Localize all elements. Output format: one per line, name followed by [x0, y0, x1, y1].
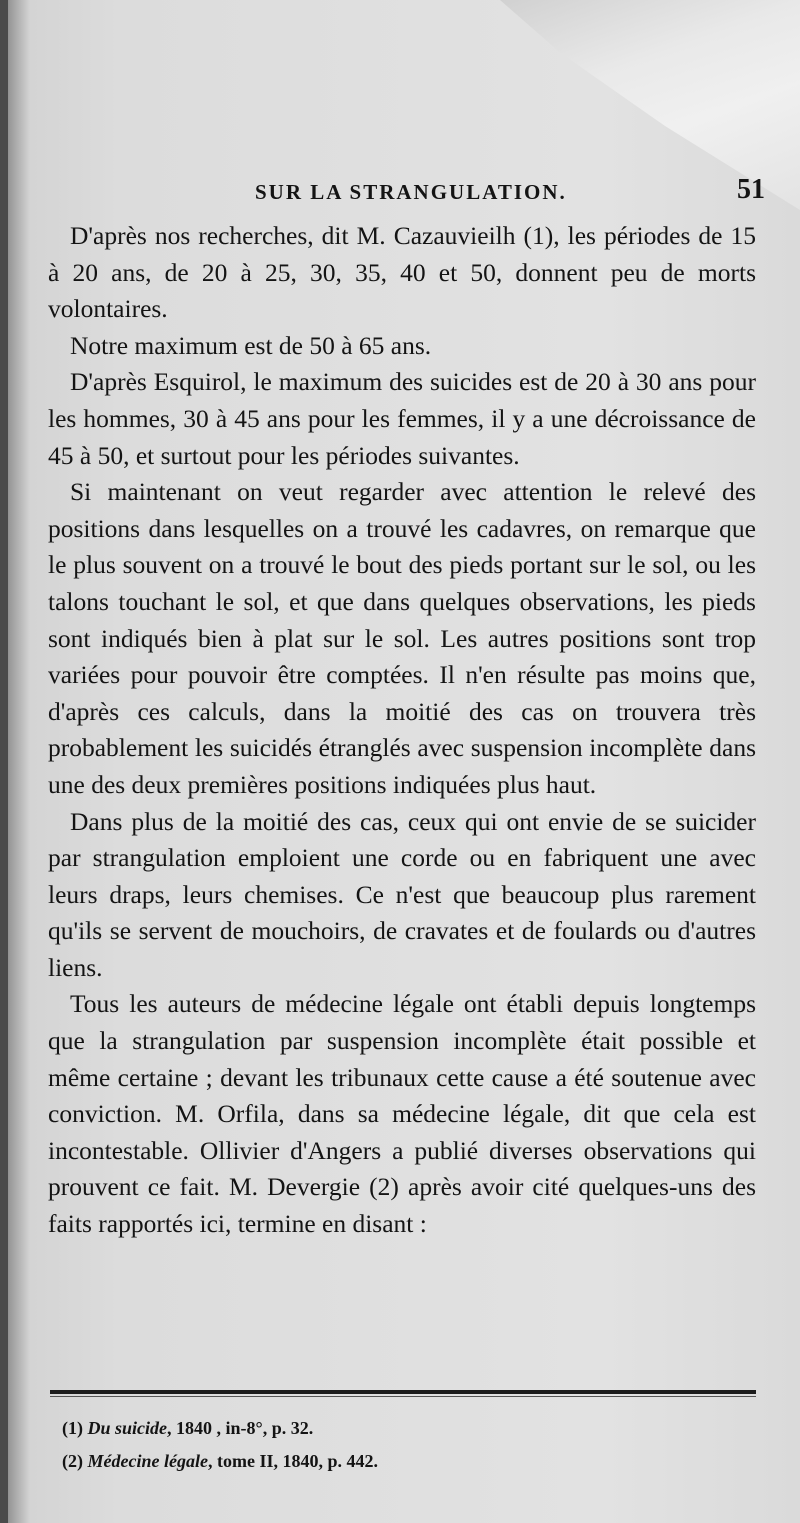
paragraph: Tous les auteurs de médecine légale ont établi depuis longtemps que la strangulation par suspension incomplète était possible et même certaine ; devant les tribunaux cette cause a été soutenue avec conviction. M. Orfila, dans sa médecine légale, dit que cela est incontestable. Ollivier d'Angers a publié diverses observations qui prouvent ce fait. M. Devergie (2) après avoir cité quelques-uns des faits rapportés ici, termine en disant : — [48, 989, 756, 1239]
footnotes — [62, 1412, 752, 1478]
footnote-title: Médecine légale — [87, 1451, 208, 1471]
footnote-rule-thin — [50, 1396, 756, 1397]
running-title: SUR LA STRANGULATION. — [255, 180, 567, 204]
footnote-mark: (1) — [62, 1418, 83, 1438]
running-head — [55, 174, 765, 210]
footnote-rule — [50, 1390, 756, 1394]
page-number: 51 — [737, 174, 765, 205]
paragraph: D'après Esquirol, le maximum des suicides est de 20 à 30 ans pour les hommes, 30 à 45 ans pour les femmes, il y a une décroissance de 45 à 50, et surtout pour les périodes suivantes. — [48, 367, 756, 470]
paragraph: Si maintenant on veut regarder avec attention le relevé des positions dans lesquelles on a trouvé les cadavres, on remarque que le plus souvent on a trouvé le bout des pieds portant sur le sol, ou les talons touchant le sol, et que dans quelques observations, les pieds sont indiqués bien à plat sur le sol. Les autres positions sont trop variées pour pouvoir être comptées. Il n'en résulte pas moins que, d'après ces calculs, dans la moitié des cas on trouvera très probablement les suicidés étranglés avec suspension incomplète dans une des deux premières positions indiquées plus haut. — [48, 477, 756, 799]
paragraph: Dans plus de la moitié des cas, ceux qui ont envie de se suicider par strangulation emploient une corde ou en fabriquent une avec leurs draps, leurs chemises. Ce n'est que beaucoup plus rarement qu'ils se servent de mouchoirs, de cravates et de foulards ou d'autres liens. — [48, 806, 756, 982]
book-spine-shadow — [0, 0, 8, 1523]
footnote-title: Du suicide — [87, 1418, 168, 1438]
footnote-details: , tome II, 1840, p. 442. — [207, 1451, 378, 1471]
paragraph: D'après nos recherches, dit M. Cazauvieilh (1), les périodes de 15 à 20 ans, de 20 à 25, 30, 35, 40 et 50, donnent peu de morts volontaires. — [48, 221, 756, 324]
footnote — [62, 1445, 752, 1478]
footnote-details: , 1840 , in-8°, p. 32. — [167, 1418, 314, 1438]
paragraph: Notre maximum est de 50 à 65 ans. — [70, 330, 432, 360]
footnote-mark: (2) — [62, 1451, 83, 1471]
body-text — [48, 218, 756, 1243]
footnote — [62, 1412, 752, 1445]
